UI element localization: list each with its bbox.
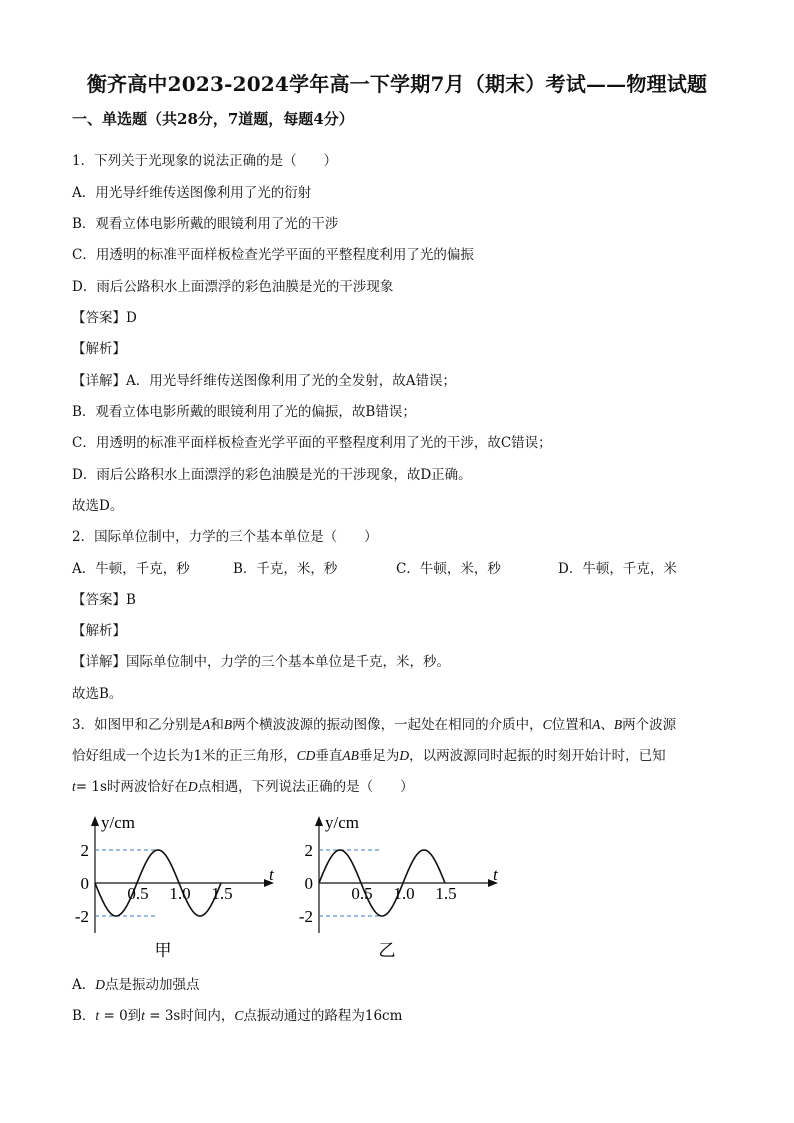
- q2-option-d: D．牛顿，千克，米: [558, 561, 677, 577]
- q1-detail-d: D．雨后公路积水上面漂浮的彩色油膜是光的干涉现象，故D正确。: [72, 467, 472, 483]
- q2-option-b: B．千克，米，秒: [233, 561, 338, 577]
- yi-y-arrow: [315, 816, 323, 826]
- yi-x-tick-3: 1.5: [435, 884, 457, 903]
- q1-analysis: 【解析】: [72, 341, 126, 357]
- jia-caption: 甲: [154, 941, 172, 958]
- jia-y-tick-1: 0: [80, 874, 89, 893]
- q1-option-d: D．雨后公路积水上面漂浮的彩色油膜是光的干涉现象: [72, 279, 394, 295]
- q1-detail-c: C．用透明的标准平面样板检查光学平面的平整程度利用了光的干涉，故C错误；: [72, 435, 552, 451]
- yi-x-tick-1: 0.5: [351, 884, 373, 903]
- q3-stem-line2: 恰好组成一个边长为1米的正三角形，CD垂直AB垂足为D，以两波源同时起振的时刻开始计时，已知: [72, 748, 666, 764]
- jia-x-tick-2: 1.0: [169, 884, 191, 903]
- jia-y-arrow: [91, 816, 99, 826]
- yi-y-axis-label: y/cm: [325, 813, 359, 832]
- section-heading: 一、单选题（共28分，7道题，每题4分）: [72, 110, 354, 128]
- q3-stem-line3: t= 1s时两波恰好在D点相遇，下列说法正确的是（ ）: [72, 779, 414, 795]
- q1-detail-b: B．观看立体电影所戴的眼镜利用了光的偏振，故B错误；: [72, 404, 416, 420]
- q1-option-b: B．观看立体电影所戴的眼镜利用了光的干涉: [72, 216, 339, 232]
- q2-answer: 【答案】B: [72, 592, 136, 608]
- jia-x-tick-3: 1.5: [211, 884, 233, 903]
- yi-caption: 乙: [378, 941, 396, 958]
- q1-detail-a: 【详解】A．用光导纤维传送图像利用了光的全发射，故A错误；: [72, 373, 456, 389]
- q2-detail: 【详解】国际单位制中，力学的三个基本单位是千克，米，秒。: [72, 654, 450, 670]
- page-title: 衡齐高中2023-2024学年高一下学期7月（期末）考试——物理试题: [86, 72, 708, 96]
- q2-analysis: 【解析】: [72, 623, 126, 639]
- q1-conclusion: 故选D。: [72, 498, 124, 514]
- q2-option-c: C．牛顿，米，秒: [396, 561, 501, 577]
- q3-stem-line1: 3．如图甲和乙分别是A和B两个横波波源的振动图像，一起处在相同的介质中，C位置和A、B两个波源: [72, 717, 677, 733]
- yi-x-axis-label: t: [493, 865, 498, 884]
- yi-y-tick-2: -2: [298, 907, 313, 926]
- figure-jia-chart: [68, 808, 290, 958]
- q2-option-a: A．牛顿，千克，秒: [72, 561, 190, 577]
- jia-x-tick-1: 0.5: [127, 884, 149, 903]
- q1-option-a: A．用光导纤维传送图像利用了光的衍射: [72, 185, 312, 201]
- yi-y-tick-0: 2: [304, 841, 313, 860]
- q3-option-a: A．D点是振动加强点: [72, 977, 200, 993]
- yi-x-tick-2: 1.0: [393, 884, 415, 903]
- jia-x-axis-label: t: [269, 865, 274, 884]
- q1-stem: 1．下列关于光现象的说法正确的是（ ）: [72, 153, 338, 169]
- jia-y-tick-0: 2: [80, 841, 89, 860]
- q2-conclusion: 故选B。: [72, 686, 123, 702]
- q1-answer: 【答案】D: [72, 310, 137, 326]
- jia-y-tick-2: -2: [74, 907, 89, 926]
- q2-stem: 2．国际单位制中，力学的三个基本单位是（ ）: [72, 529, 378, 545]
- q3-option-b: B．t = 0到t = 3s时间内，C点振动通过的路程为16cm: [72, 1008, 403, 1024]
- q1-option-c: C．用透明的标准平面样板检查光学平面的平整程度利用了光的偏振: [72, 247, 474, 263]
- jia-y-axis-label: y/cm: [101, 813, 135, 832]
- figure-yi-chart: [292, 808, 514, 958]
- yi-y-tick-1: 0: [304, 874, 313, 893]
